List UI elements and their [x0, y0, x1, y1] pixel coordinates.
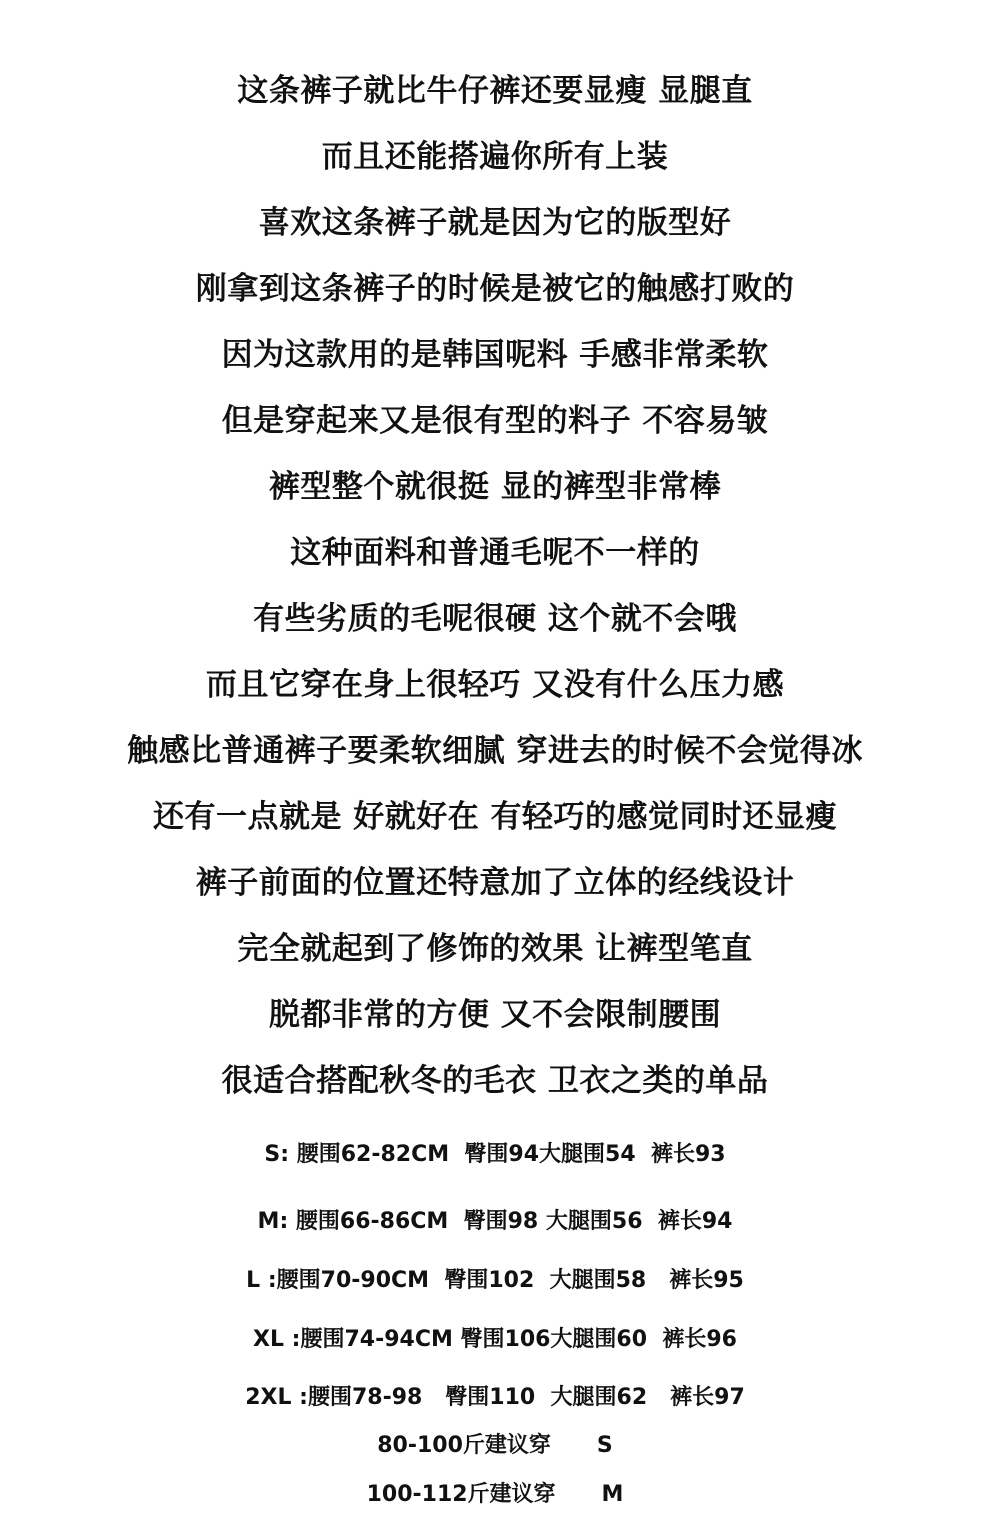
description-line: 喜欢这条裤子就是因为它的版型好: [258, 205, 732, 241]
description-line: 这种面料和普通毛呢不一样的: [290, 535, 700, 571]
description-line: 裤子前面的位置还特意加了立体的经线设计: [195, 865, 795, 901]
description-line: 这条裤子就比牛仔裤还要显瘦 显腿直: [237, 73, 753, 109]
description-line: 很适合搭配秋冬的毛衣 卫衣之类的单品: [221, 1063, 769, 1099]
description-line: 但是穿起来又是很有型的料子 不容易皱: [221, 403, 769, 439]
size-spec-s: S: 腰围62-82CM 臀围94大腿围54 裤长93: [264, 1142, 726, 1167]
description-line: 触感比普通裤子要柔软细腻 穿进去的时候不会觉得冰: [127, 733, 863, 769]
description-line: 裤型整个就很挺 显的裤型非常棒: [268, 469, 722, 505]
description-line: 脱都非常的方便 又不会限制腰围: [268, 997, 722, 1033]
description-line: 而且还能搭遍你所有上装: [321, 139, 669, 175]
size-spec-2xl: 2XL :腰围78-98 臀围110 大腿围62 裤长97: [245, 1385, 745, 1410]
description-line: 刚拿到这条裤子的时候是被它的触感打败的: [195, 271, 795, 307]
size-spec-l: L :腰围70-90CM 臀围102 大腿围58 裤长95: [246, 1268, 744, 1293]
description-line: 因为这款用的是韩国呢料 手感非常柔软: [221, 337, 769, 373]
size-recommendation-s: 80-100斤建议穿 S: [377, 1433, 613, 1458]
size-spec-m: M: 腰围66-86CM 臀围98 大腿围56 裤长94: [257, 1209, 733, 1234]
description-line: 还有一点就是 好就好在 有轻巧的感觉同时还显瘦: [152, 799, 838, 835]
size-spec-xl: XL :腰围74-94CM 臀围106大腿围60 裤长96: [253, 1327, 737, 1352]
description-line: 而且它穿在身上很轻巧 又没有什么压力感: [205, 667, 785, 703]
size-recommendation-m: 100-112斤建议穿 M: [366, 1482, 624, 1507]
description-line: 有些劣质的毛呢很硬 这个就不会哦: [253, 601, 737, 637]
description-line: 完全就起到了修饰的效果 让裤型笔直: [237, 931, 753, 967]
